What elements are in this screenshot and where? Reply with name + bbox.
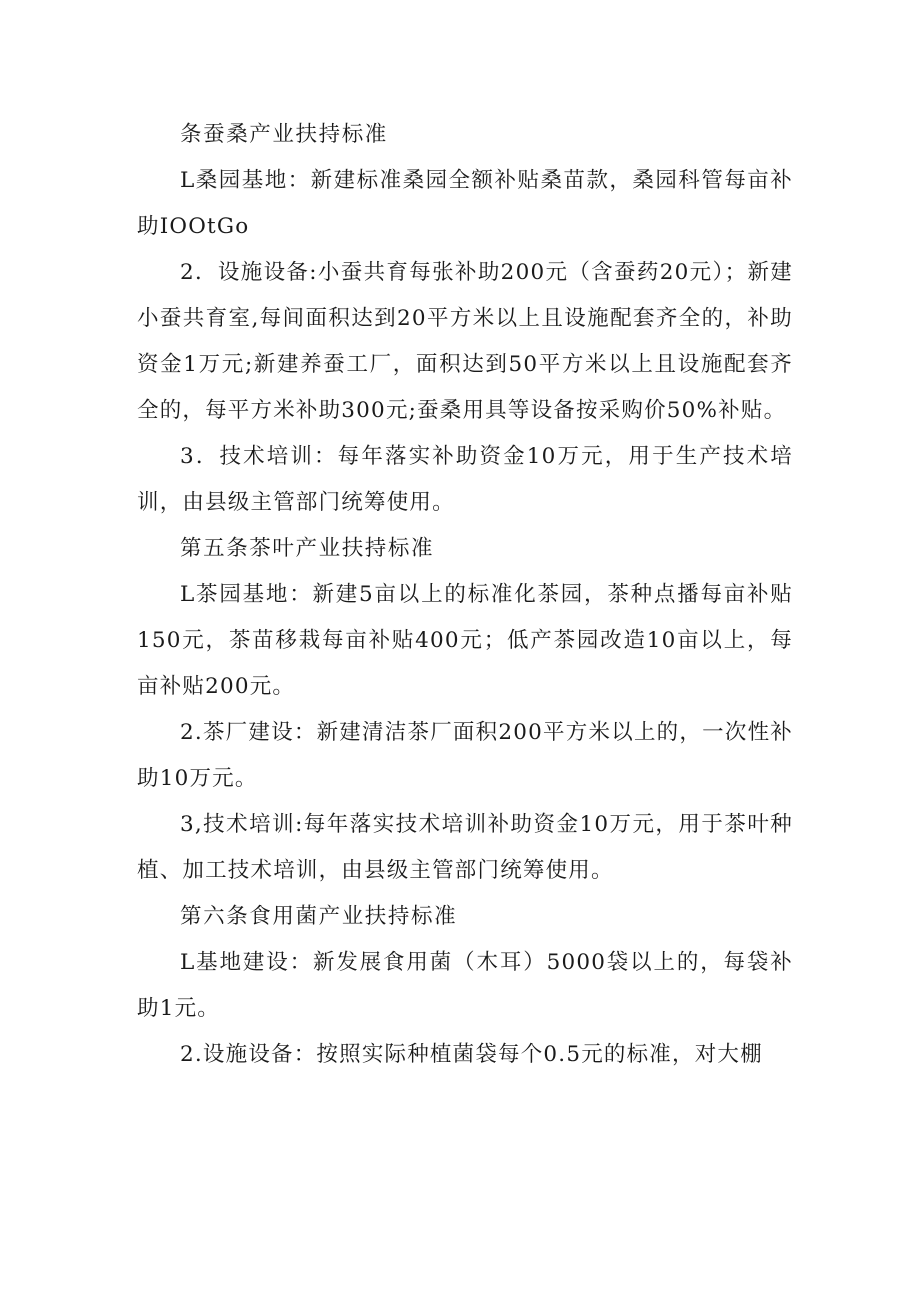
paragraph-mushroom-base: L基地建设：新发展食用菌（木耳）5000袋以上的，每袋补助1元。 — [137, 950, 793, 1021]
paragraph-mulberry-base: L桑园基地：新建标准桑园全额补贴桑苗款，桑园科管每亩补助IOOtGo — [137, 168, 793, 239]
paragraph-mushroom-equipment: 2.设施设备：按照实际种植菌袋每个0.5元的标准，对大棚 — [180, 1042, 763, 1067]
paragraph-tea-factory: 2.茶厂建设：新建清洁茶厂面积200平方米以上的，一次性补助10万元。 — [137, 720, 793, 791]
section-heading-sericulture: 条蚕桑产业扶持标准 — [180, 122, 388, 147]
paragraph-sericulture-equipment: 2．设施设备:小蚕共育每张补助200元（含蚕药20元）；新建小蚕共育室,每间面积达到20平方米以上且设施配套齐全的，补助资金1万元;新建养蚕工厂，面积达到50平方米以上且设施配套齐全的，每平方米补助300元;蚕桑用具等设备按采购价50%补贴。 — [137, 260, 793, 423]
document-body — [137, 112, 793, 1078]
paragraph-sericulture-training: 3．技术培训：每年落实补助资金10万元，用于生产技术培训，由县级主管部门统筹使用。 — [137, 444, 793, 515]
section-heading-tea: 第五条茶叶产业扶持标准 — [180, 536, 435, 561]
paragraph-tea-training: 3,技术培训:每年落实技术培训补助资金10万元，用于茶叶种植、加工技术培训，由县级主管部门统筹使用。 — [137, 812, 793, 883]
section-heading-mushroom: 第六条食用菌产业扶持标准 — [180, 904, 458, 929]
paragraph-tea-garden-base: L茶园基地：新建5亩以上的标准化茶园，茶种点播每亩补贴150元，茶苗移栽每亩补贴400元；低产茶园改造10亩以上，每亩补贴200元。 — [137, 582, 793, 699]
